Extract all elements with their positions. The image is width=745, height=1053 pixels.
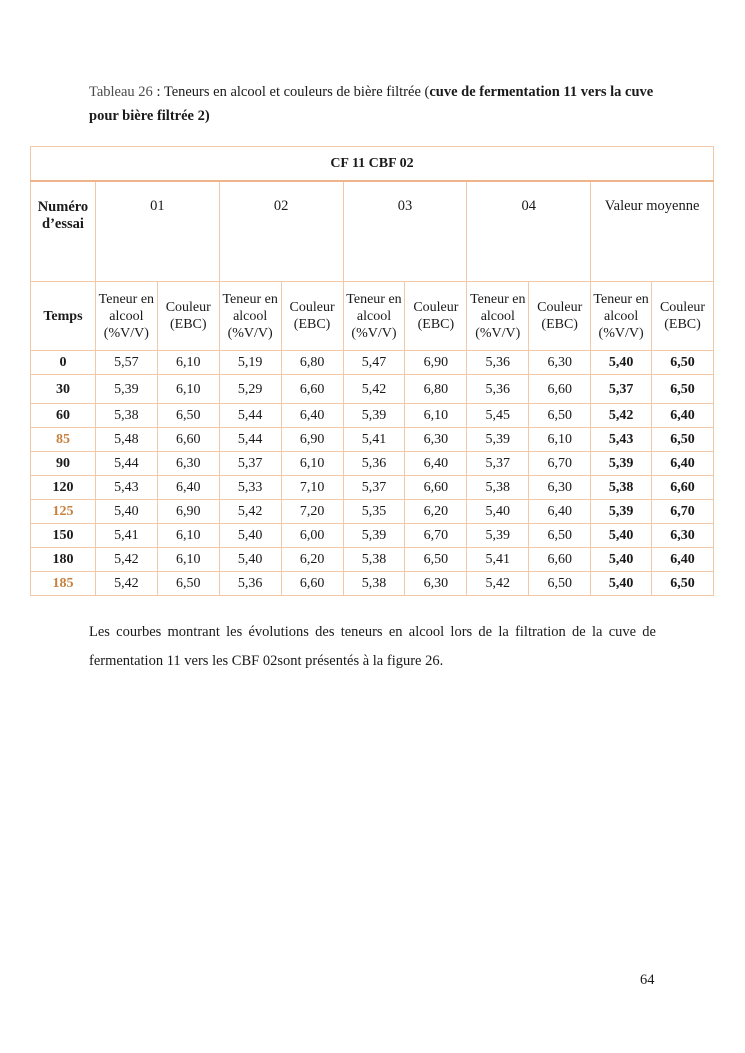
value-cell: 6,40 xyxy=(529,500,591,524)
valeur-moyenne-header: Valeur moyenne xyxy=(591,181,714,282)
value-cell: 5,43 xyxy=(95,476,157,500)
value-cell: 5,36 xyxy=(343,452,405,476)
value-cell: 6,90 xyxy=(157,500,219,524)
page-number: 64 xyxy=(640,972,655,988)
table-row xyxy=(31,500,714,524)
value-cell: 5,39 xyxy=(343,404,405,428)
value-cell: 6,10 xyxy=(281,452,343,476)
value-cell: 6,50 xyxy=(405,548,467,572)
teneur-header: Teneur en alcool (%V/V) xyxy=(467,282,529,351)
couleur-header: Couleur (EBC) xyxy=(281,282,343,351)
value-cell: 5,42 xyxy=(95,548,157,572)
essai-header: 04 xyxy=(467,181,591,282)
teneur-header: Teneur en alcool (%V/V) xyxy=(95,282,157,351)
value-cell: 6,30 xyxy=(157,452,219,476)
value-cell: 6,60 xyxy=(281,572,343,596)
value-cell: 5,42 xyxy=(219,500,281,524)
essai-header: 01 xyxy=(95,181,219,282)
mean-value-cell: 5,42 xyxy=(591,404,652,428)
mean-value-cell: 6,50 xyxy=(652,375,714,404)
value-cell: 5,38 xyxy=(343,548,405,572)
value-cell: 5,37 xyxy=(343,476,405,500)
body-paragraph: Les courbes montrant les évolutions des teneurs en alcool lors de la filtration de la cuve de fermentation 11 vers les CBF 02sont présentés à la figure 26. xyxy=(89,624,656,669)
value-cell: 6,20 xyxy=(405,500,467,524)
value-cell: 5,40 xyxy=(467,500,529,524)
value-cell: 5,42 xyxy=(343,375,405,404)
mean-value-cell: 5,43 xyxy=(591,428,652,452)
table-row xyxy=(31,351,714,375)
value-cell: 5,39 xyxy=(343,524,405,548)
value-cell: 5,57 xyxy=(95,351,157,375)
value-cell: 6,10 xyxy=(157,548,219,572)
table-row xyxy=(31,428,714,452)
value-cell: 6,50 xyxy=(529,572,591,596)
value-cell: 6,50 xyxy=(157,572,219,596)
time-cell: 0 xyxy=(31,351,96,375)
value-cell: 5,38 xyxy=(343,572,405,596)
mean-value-cell: 5,40 xyxy=(591,548,652,572)
table-row xyxy=(31,404,714,428)
mean-value-cell: 5,38 xyxy=(591,476,652,500)
data-table xyxy=(30,146,714,596)
value-cell: 6,60 xyxy=(405,476,467,500)
time-cell: 120 xyxy=(31,476,96,500)
value-cell: 5,39 xyxy=(467,428,529,452)
value-cell: 6,60 xyxy=(281,375,343,404)
time-cell: 60 xyxy=(31,404,96,428)
mean-value-cell: 6,40 xyxy=(652,404,714,428)
mean-value-cell: 6,50 xyxy=(652,351,714,375)
value-cell: 5,41 xyxy=(467,548,529,572)
time-cell: 185 xyxy=(31,572,96,596)
value-cell: 6,50 xyxy=(529,524,591,548)
value-cell: 5,40 xyxy=(219,524,281,548)
value-cell: 6,40 xyxy=(281,404,343,428)
table-row xyxy=(31,548,714,572)
value-cell: 5,44 xyxy=(219,404,281,428)
value-cell: 6,30 xyxy=(405,428,467,452)
value-cell: 6,70 xyxy=(529,452,591,476)
time-cell: 180 xyxy=(31,548,96,572)
numero-essai-header: Numéro d’essai xyxy=(31,181,96,282)
table-row xyxy=(31,452,714,476)
mean-value-cell: 5,40 xyxy=(591,572,652,596)
caption-bold: cuve de fermentation 11 vers la cuve pour bière filtrée 2 xyxy=(89,84,654,124)
teneur-header: Teneur en alcool (%V/V) xyxy=(343,282,405,351)
value-cell: 6,50 xyxy=(157,404,219,428)
value-cell: 5,41 xyxy=(343,428,405,452)
value-cell: 6,80 xyxy=(405,375,467,404)
value-cell: 6,60 xyxy=(157,428,219,452)
essai-header: 02 xyxy=(219,181,343,282)
time-cell: 125 xyxy=(31,500,96,524)
value-cell: 5,36 xyxy=(467,351,529,375)
caption-label: Tableau 26 xyxy=(89,84,153,100)
value-cell: 5,37 xyxy=(467,452,529,476)
temps-header: Temps xyxy=(31,282,96,351)
value-cell: 5,39 xyxy=(467,524,529,548)
value-cell: 5,48 xyxy=(95,428,157,452)
mean-value-cell: 6,50 xyxy=(652,428,714,452)
mean-value-cell: 5,40 xyxy=(591,524,652,548)
value-cell: 6,40 xyxy=(157,476,219,500)
value-cell: 6,10 xyxy=(157,375,219,404)
table-row xyxy=(31,476,714,500)
value-cell: 5,41 xyxy=(95,524,157,548)
mean-value-cell: 5,37 xyxy=(591,375,652,404)
value-cell: 5,29 xyxy=(219,375,281,404)
time-cell: 85 xyxy=(31,428,96,452)
couleur-header: Couleur (EBC) xyxy=(405,282,467,351)
teneur-header: Teneur en alcool (%V/V) xyxy=(591,282,652,351)
value-cell: 7,10 xyxy=(281,476,343,500)
value-cell: 5,36 xyxy=(467,375,529,404)
value-cell: 6,90 xyxy=(281,428,343,452)
mean-value-cell: 6,40 xyxy=(652,452,714,476)
value-cell: 6,70 xyxy=(405,524,467,548)
value-cell: 7,20 xyxy=(281,500,343,524)
mean-value-cell: 5,40 xyxy=(591,351,652,375)
caption-end: ) xyxy=(204,108,210,124)
value-cell: 6,30 xyxy=(529,476,591,500)
value-cell: 5,40 xyxy=(95,500,157,524)
caption-text: Teneurs en alcool et couleurs de bière filtrée ( xyxy=(163,84,430,100)
value-cell: 6,30 xyxy=(529,351,591,375)
value-cell: 6,10 xyxy=(529,428,591,452)
time-cell: 30 xyxy=(31,375,96,404)
couleur-header: Couleur (EBC) xyxy=(529,282,591,351)
value-cell: 5,35 xyxy=(343,500,405,524)
value-cell: 5,33 xyxy=(219,476,281,500)
value-cell: 6,10 xyxy=(157,524,219,548)
value-cell: 6,60 xyxy=(529,548,591,572)
mean-value-cell: 6,70 xyxy=(652,500,714,524)
value-cell: 5,37 xyxy=(219,452,281,476)
mean-value-cell: 6,30 xyxy=(652,524,714,548)
table-row xyxy=(31,524,714,548)
value-cell: 6,10 xyxy=(405,404,467,428)
time-cell: 150 xyxy=(31,524,96,548)
value-cell: 6,60 xyxy=(529,375,591,404)
table-row xyxy=(31,375,714,404)
value-cell: 6,20 xyxy=(281,548,343,572)
table-caption xyxy=(89,80,659,128)
value-cell: 5,42 xyxy=(467,572,529,596)
couleur-header: Couleur (EBC) xyxy=(157,282,219,351)
couleur-header: Couleur (EBC) xyxy=(652,282,714,351)
teneur-header: Teneur en alcool (%V/V) xyxy=(219,282,281,351)
value-cell: 5,38 xyxy=(467,476,529,500)
mean-value-cell: 6,50 xyxy=(652,572,714,596)
time-cell: 90 xyxy=(31,452,96,476)
value-cell: 5,39 xyxy=(95,375,157,404)
value-cell: 6,00 xyxy=(281,524,343,548)
mean-value-cell: 6,60 xyxy=(652,476,714,500)
value-cell: 6,80 xyxy=(281,351,343,375)
value-cell: 5,42 xyxy=(95,572,157,596)
mean-value-cell: 5,39 xyxy=(591,500,652,524)
value-cell: 5,44 xyxy=(95,452,157,476)
table-title: CF 11 CBF 02 xyxy=(31,147,714,182)
essai-header: 03 xyxy=(343,181,467,282)
value-cell: 6,30 xyxy=(405,572,467,596)
value-cell: 5,36 xyxy=(219,572,281,596)
value-cell: 5,19 xyxy=(219,351,281,375)
mean-value-cell: 6,40 xyxy=(652,548,714,572)
caption-separator: : xyxy=(152,84,164,100)
mean-value-cell: 5,39 xyxy=(591,452,652,476)
value-cell: 6,10 xyxy=(157,351,219,375)
value-cell: 6,40 xyxy=(405,452,467,476)
value-cell: 5,45 xyxy=(467,404,529,428)
value-cell: 5,38 xyxy=(95,404,157,428)
value-cell: 6,90 xyxy=(405,351,467,375)
table-row xyxy=(31,572,714,596)
value-cell: 6,50 xyxy=(529,404,591,428)
value-cell: 5,47 xyxy=(343,351,405,375)
value-cell: 5,40 xyxy=(219,548,281,572)
value-cell: 5,44 xyxy=(219,428,281,452)
